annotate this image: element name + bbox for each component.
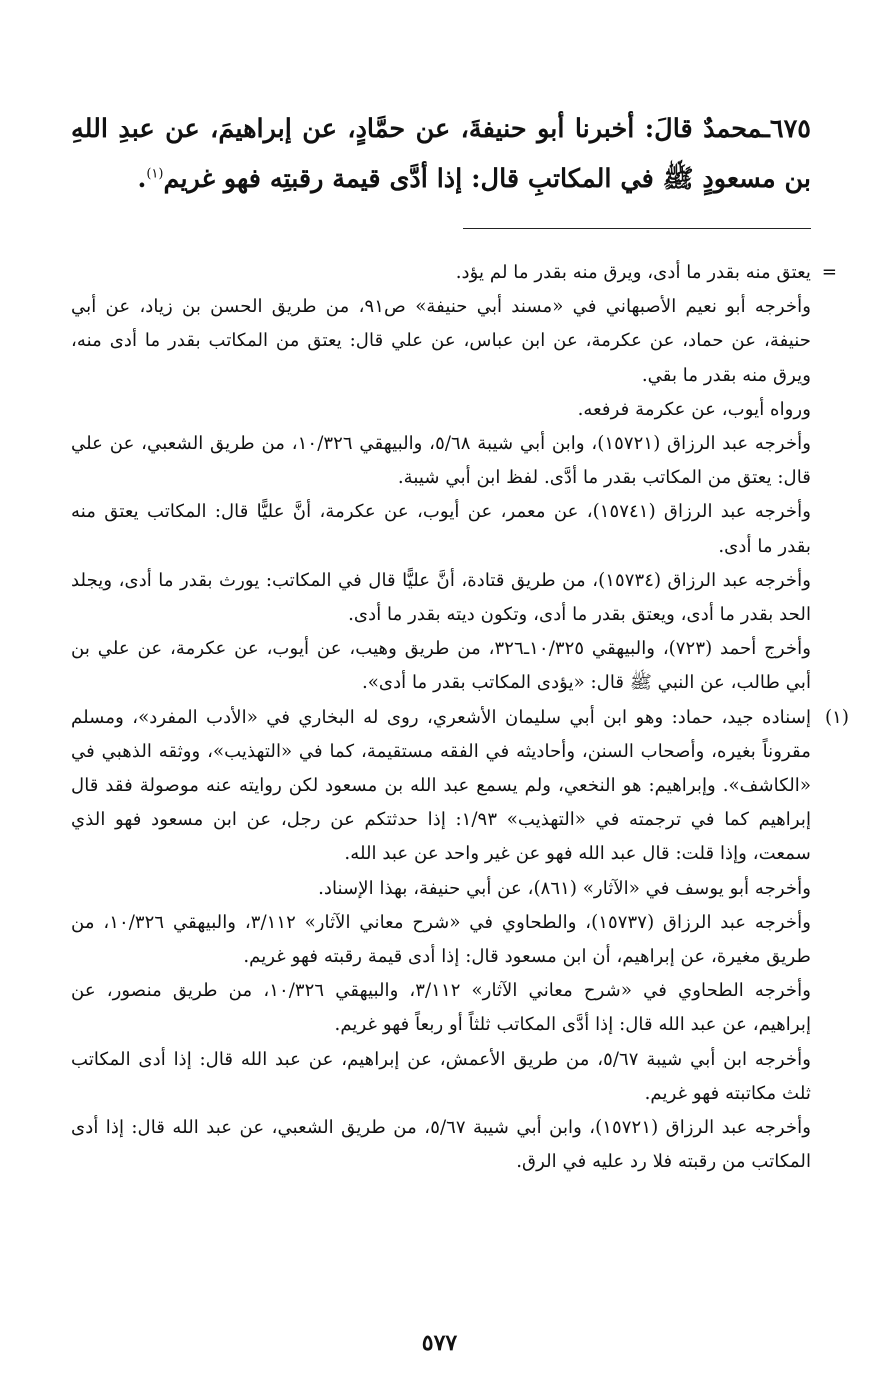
footnote-number: (١) [825, 706, 849, 728]
note-paragraph [71, 256, 837, 290]
footnote-reference: (١) [146, 166, 164, 182]
footnote-paragraph: وأخرجه الطحاوي في «شرح معاني الآثار» ٣/١١٢، والبيهقي ١٠/٣٢٦، من طريق منصور، عن إبراهيم، عن عبد الله قال: إذا أدَّى المكاتب ثلثاً أو ربعاً فهو غريم. [71, 980, 811, 1036]
note-paragraph: وأخرجه عبد الرزاق (١٥٧٤١)، عن معمر، عن أيوب، عن عكرمة، أنَّ عليًّا قال: المكاتب يعتق منه بقدر ما أدى. [71, 501, 811, 557]
note-paragraph: وأخرجه عبد الرزاق (١٥٧٢١)، وابن أبي شيبة ٥/٦٨، والبيهقي ١٠/٣٢٦، من طريق الشعبي، عن علي قال: يعتق من المكاتب بقدر ما أدَّى. لفظ ابن أبي شيبة. [71, 433, 812, 489]
continuation-mark: = [821, 262, 837, 283]
footnote-separator [463, 228, 811, 229]
footnote-text: إسناده جيد، حماد: وهو ابن أبي سليمان الأشعري، روى له البخاري في «الأدب المفرد»، ومسلم مقروناً بغيره، وأصحاب السنن، وأحاديثه في الفقه مستقيمة، كما في «التهذيب»، ووثقه الذهبي في «الكاشف». وإبراهيم: هو النخعي، ولم يسمع عبد الله بن مسعود لكن روايته عنه موصولة فقد قال إبراهيم كما في ترجمته في «التهذيب» ١/٩٣: إذا حدثتكم عن رجل، عن ابن مسعود فهو الذي سمعت، وإذا قلت: قال عبد الله فهو عن غير واحد عن عبد الله. [71, 706, 811, 865]
hadith-number: ٦٧٥ [769, 114, 811, 144]
footnote-paragraph: وأخرجه أبو يوسف في «الآثار» (٨٦١)، عن أبي حنيفة، بهذا الإسناد. [318, 877, 811, 899]
hadith-body: محمدٌ قالَ: أخبرنا أبو حنيفةَ، عن حمَّادٍ، عن إبراهيمَ، عن عبدِ اللهِ بن مسعودٍ ﷺ في المكاتبِ قال: إذا أدَّى قيمة رقبتِه فهو غريم [71, 114, 811, 194]
page-number: ٥٧٧ [421, 1330, 458, 1356]
footnote-paragraph: وأخرجه عبد الرزاق (١٥٧٣٧)، والطحاوي في «شرح معاني الآثار» ٣/١١٢، والبيهقي ١٠/٣٢٦، من طريق مغيرة، عن إبراهيم، أن ابن مسعود قال: إذا أدى قيمة رقبته فهو غريم. [71, 911, 811, 968]
note-paragraph: ورواه أيوب، عن عكرمة فرفعه. [577, 398, 811, 420]
hadith-dash: ـ [762, 114, 770, 144]
footnotes [71, 256, 849, 1179]
note-paragraph: وأخرجه عبد الرزاق (١٥٧٣٤)، من طريق قتادة، أنَّ عليًّا قال في المكاتب: يورث بقدر ما أدى، ويجلد الحد بقدر ما أدى، ويعتق بقدر ما أدى، وتكون ديته بقدر ما أدى. [71, 569, 812, 626]
note-paragraph: وأخرج أحمد (٧٢٣)، والبيهقي ١٠/٣٢٥ـ٣٢٦، من طريق وهيب، عن أيوب، عن عكرمة، عن علي بن أبي طالب، عن النبي ﷺ قال: «يؤدى المكاتب بقدر ما أدى». [71, 638, 811, 694]
footnote-paragraph [71, 701, 849, 872]
note-paragraph: وأخرجه أبو نعيم الأصبهاني في «مسند أبي حنيفة» ص٩١، من طريق الحسن بن زياد، عن أبي حنيفة، عن حماد، عن عكرمة، عن ابن عباس، عن علي قال: يعتق من المكاتب بقدر ما أدى منه، ويرق منه بقدر ما بقي. [71, 296, 811, 386]
note-text: يعتق منه بقدر ما أدى، ويرق منه بقدر ما لم يؤد. [455, 262, 811, 283]
footnote-paragraph: وأخرجه ابن أبي شيبة ٥/٦٧، من طريق الأعمش، عن إبراهيم، عن عبد الله قال: إذا أدى المكاتب ثلث مكاتبته فهو غريم. [71, 1048, 811, 1104]
hadith-end: . [137, 164, 147, 194]
footnote-paragraph: وأخرجه عبد الرزاق (١٥٧٢١)، وابن أبي شيبة ٥/٦٧، من طريق الشعبي، عن عبد الله قال: إذا أدى المكاتب من رقبته فلا رد عليه في الرق. [71, 1117, 812, 1173]
hadith-text [71, 104, 811, 204]
